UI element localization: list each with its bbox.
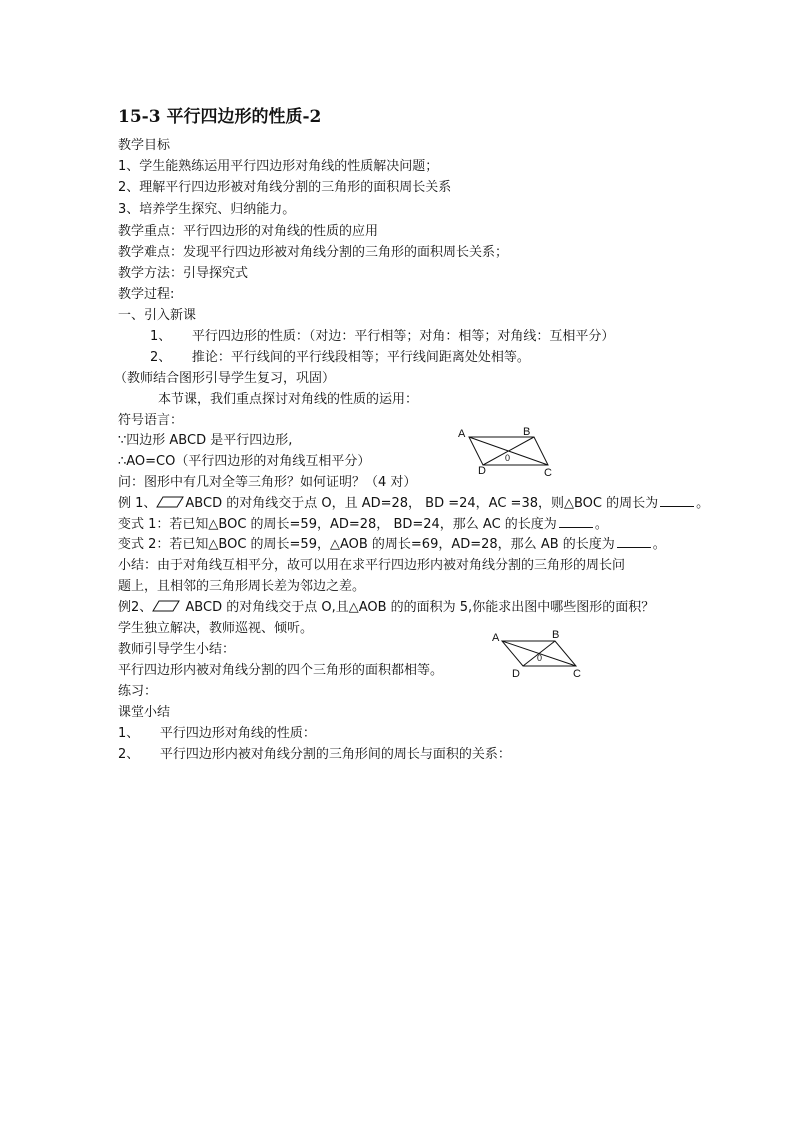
example-1-end: 。 xyxy=(696,496,710,511)
example-1-text: ABCD 的对角线交于点 O，且 AD=28， BD =24，AC =38，则△BOC 的周长为 xyxy=(185,496,659,511)
summary-line-2: 题上，且相邻的三角形周长差为邻边之差。 xyxy=(118,579,366,594)
difficulty: 教学难点：发现平行四边形被对角线分割的三角形的面积周长关系； xyxy=(118,245,509,260)
section-heading-process: 教学过程: xyxy=(118,287,175,302)
example-2-text: ABCD 的对角线交于点 O,且△AOB 的的面积为 5,你能求出图中哪些图形的面积？ xyxy=(181,600,655,615)
variant-2 xyxy=(118,535,666,555)
objective-3: 3、培养学生探究、归纳能力。 xyxy=(118,202,296,217)
teacher-summary-heading: 教师引导学生小结： xyxy=(118,642,236,657)
vertex-label-d: D xyxy=(478,465,486,477)
vertex-label-c: C xyxy=(573,668,581,679)
example-1-label: 例 1、 xyxy=(118,496,157,511)
example-2 xyxy=(118,598,654,618)
variant-1-text: 变式 1：若已知△BOC 的周长=59，AD=28， BD=24，那么 AC 的长度为 xyxy=(118,517,557,532)
vertex-label-a: A xyxy=(458,428,466,440)
lesson-focus: 本节课，我们重点探讨对角线的性质的运用： xyxy=(158,392,419,407)
example-1 xyxy=(118,494,709,514)
property-item-2: 2、 推论：平行线间的平行线段相等；平行线间距离处处相等。 xyxy=(150,350,530,365)
class-summary-item-2: 2、 平行四边形内被对角线分割的三角形间的周长与面积的关系： xyxy=(118,747,511,762)
vertex-label-b: B xyxy=(523,426,531,438)
parallelogram-icon xyxy=(156,496,184,508)
teaching-method: 教学方法：引导探究式 xyxy=(118,266,249,281)
parallelogram-icon xyxy=(152,600,180,612)
key-point: 教学重点：平行四边形的对角线的性质的应用 xyxy=(118,224,379,239)
example-2-label: 例2、 xyxy=(118,600,153,615)
symbol-conclusion: ∴AO=CO（平行四边形的对角线互相平分） xyxy=(118,454,371,469)
subsection-intro: 一、引入新课 xyxy=(118,308,197,323)
vertex-label-c: C xyxy=(544,467,552,479)
vertex-label-d: D xyxy=(512,668,520,679)
objective-2: 2、理解平行四边形被对角线分割的三角形的面积周长关系 xyxy=(118,180,452,195)
vertex-label-a: A xyxy=(492,632,500,644)
symbol-premise: ∵四边形 ABCD 是平行四边形, xyxy=(118,433,293,448)
summary-line-1: 小结：由于对角线互相平分，故可以用在求平行四边形内被对角线分割的三角形的周长问 xyxy=(118,558,626,573)
parallelogram-figure-1 xyxy=(455,422,565,480)
review-note: （教师结合图形引导学生复习，巩固） xyxy=(114,371,336,386)
property-item-1: 1、 平行四边形的性质：（对边：平行相等；对角：相等；对角线：互相平分） xyxy=(150,329,615,344)
variant-1 xyxy=(118,515,608,535)
section-heading-objectives: 教学目标 xyxy=(118,138,171,153)
center-label-o: 0 xyxy=(505,453,511,463)
variant-2-text: 变式 2：若已知△BOC 的周长=59，△AOB 的周长=69，AD=28，那么 AB 的长度为 xyxy=(118,537,615,552)
exercise-heading: 练习： xyxy=(118,684,158,699)
answer-blank xyxy=(617,535,651,548)
vertex-label-b: B xyxy=(552,629,560,641)
variant-2-end: 。 xyxy=(652,537,666,552)
center-label-o: 0 xyxy=(537,653,543,663)
parallelogram-figure-2 xyxy=(488,627,593,679)
question-congruent: 问：图形中有几对全等三角形？如何证明？（4 对） xyxy=(118,475,417,490)
answer-blank xyxy=(559,515,593,528)
student-activity: 学生独立解决，教师巡视、倾听。 xyxy=(118,621,314,636)
class-summary-item-1: 1、 平行四边形对角线的性质： xyxy=(118,726,316,741)
objective-1: 1、学生能熟练运用平行四边形对角线的性质解决问题； xyxy=(118,159,439,174)
page-title: 15-3 平行四边形的性质-2 xyxy=(118,107,322,127)
variant-1-end: 。 xyxy=(594,517,608,532)
symbol-language-heading: 符号语言： xyxy=(118,413,184,428)
answer-blank xyxy=(660,494,694,507)
class-summary-heading: 课堂小结 xyxy=(118,705,171,720)
area-conclusion: 平行四边形内被对角线分割的四个三角形的面积都相等。 xyxy=(118,663,444,678)
